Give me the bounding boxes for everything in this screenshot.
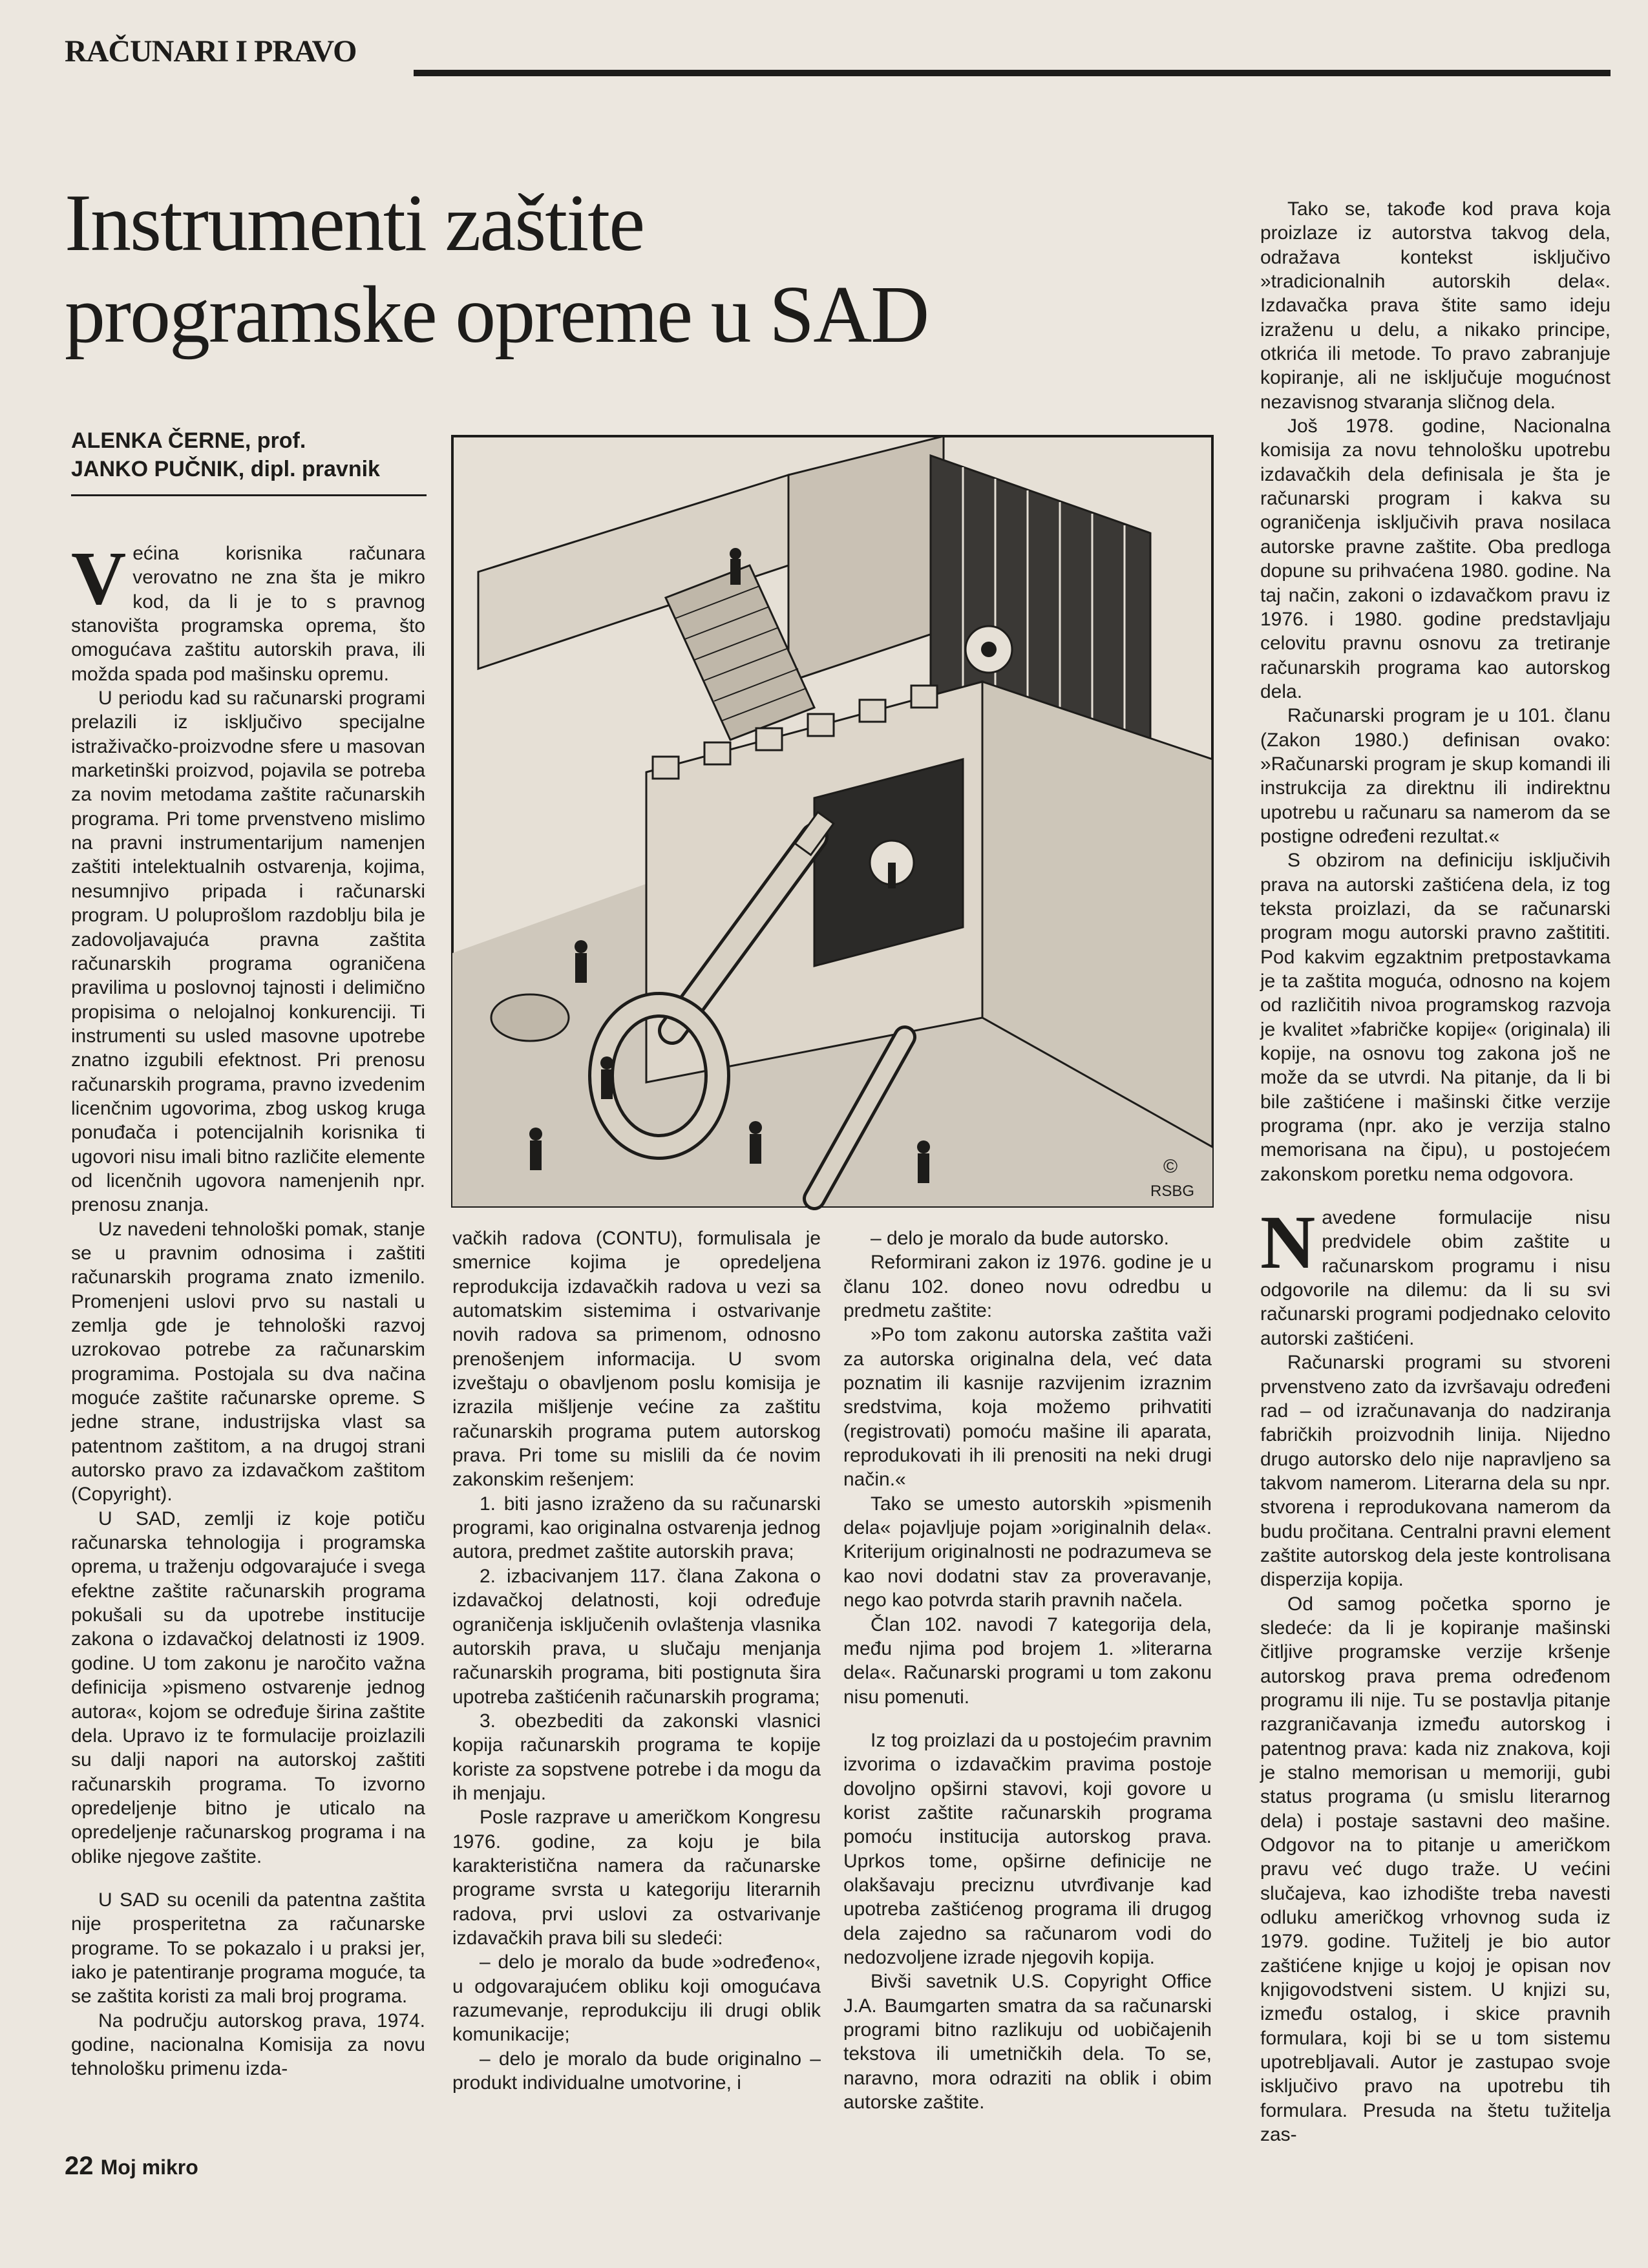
col4-para-5-text: avedene formulacije nisu predvidele obim zaštite u računarskom programu i nisu odgovorile na dilemu: da li su svi računarski programi podjednako celovito autorski zaštićeni. [1260,1207,1611,1349]
illustration-signature: RSBG [1150,1182,1195,1200]
column-3 [843,1226,1212,2131]
dropcap-n: N [1260,1200,1316,1285]
article-title [65,178,928,362]
col4-para-7: Od samog početka sporno je sledeće: da li je kopiranje mašinski čitljive programske verzije kršenje autorskog prava prema određenom programu ili nije. Tu se postavlja pitanje razgraničavanja između autorskog i patentnog prava: kada niz znakova, koji je stalno memorisan u memoriji, gubi status programa (u smislu literarnog dela) i postaje sastavni deo mašine. Odgovor na to pitanje u američkom pravu već dugo traže. U većini slučajeva, kao izhodište treba navesti odluku američkog vrhovnog suda iz 1979. godine. Tužitelj je bio autor zaštićene knjige u kojoj je opisan nov knjigovodstveni sistem. U knjizi su, između ostalog, i skice pravnih formulara, koji bi se u tom sistemu upotrebljavali. Autor je zastupao svoje isključivo pravo na upotrebu tih formulara. Presuda na štetu tužitelja zas- [1260,1593,1611,2146]
col2-para-4: 3. obezbediti da zakonski vlasnici kopija računarskih programa te kopije koriste za sopstvene potrebe i da mogu da ih menjaju. [452,1710,821,1804]
col1-para-1-text: ećina korisnika računara verovatno ne zna šta je mikro kod, da li je to s pravnog stanovišta programska oprema, što omogućava zaštitu autorskih prava, ili možda spada pod mašinsku opremu. [71,543,425,685]
dropcap: V [71,536,127,620]
col4-para-5 [1260,1200,1611,1350]
col3-para-1: – delo je moralo da bude autorsko. [871,1228,1169,1249]
col2-para-2: 1. biti jasno izraženo da su računarski programi, kao originalna ostvarenja jednog autora, predmet zaštite autorskih prava; [452,1493,821,1563]
col3-para-2: Reformirani zakon iz 1976. godine je u članu 102. doneo novu odredbu u predmetu zaštite: [843,1252,1212,1322]
author-2: JANKO PUČNIK, dipl. pravnik [71,457,380,482]
col3-para-7: Bivši savetnik U.S. Copyright Office J.A. Baumgarten smatra da sa računarski programi bitno razlikuju od uobičajenih tekstova ili umetničkih dela. To se, naravno, mora odraziti na oblik i obim autorske zaštite. [843,1971,1212,2114]
col2-para-1: vačkih radova (CONTU), formulisala je smernice kojima je opredeljena reprodukcija izdavačkih radova u vezi sa automatskim sistemima i ostvarivanje novih radova sa primenom, odnosno prenošenjem informacija. U svom izveštaju o obavljenom poslu komisija je izrazila mišljenje većine za zaštitu računarskih programa putem autorskog prava. Pri tome su mislili da će novim zakonskim rešenjem: [452,1228,821,1491]
cannon [491,994,569,1041]
column-1 [71,536,425,2125]
col2-para-7: – delo je moralo da bude originalno – produkt individualne umotvorine, i [452,2048,821,2094]
col1-para-5: U SAD su ocenili da patentna zaštita nije prosperitetna za računarske programe. To se pokazalo i u praksi jer, iako je patentiranje programa moguće, ta se zaštita koristi za mali broj programa. [71,1889,425,2008]
title-line-2: programske opreme u SAD [65,270,929,361]
col1-para-1 [71,536,425,686]
title-line-1: Instrumenti zaštite [65,178,644,268]
author-rule [71,494,427,496]
authors [71,426,380,483]
col3-para-4: Tako se umesto autorskih »pismenih dela« pojavljuje pojam »originalnih dela«. Kriterijum originalnosti ne podrazumeva se kao novi dodatni stav za proveravanje, nego kao potvrda starih pravnih načela. [843,1493,1212,1612]
illustration-copyright: © [1163,1156,1178,1177]
col1-para-6: Na području autorskog prava, 1974. godine, nacionalna Komisija za novu tehnološku primenu izda- [71,2010,425,2080]
col1-para-3: Uz navedeni tehnološki pomak, stanje se u pravnim odnosima i zaštiti računarskih programa znato izmenilo. Promenjeni uslovi prvo su nastali u zemlja gde je tehnološki razvoj uzrokovao potrebe za računarskim programima. Postojala su dva načina moguće zaštite računarske opreme. S jedne strane, industrijska vlast sa patentnom zaštitom, a na drugoj strani autorsko pravo za izdavačkom zaštitom (Copyright). [71,1218,425,1506]
col3-para-6: Iz tog proizlazi da u postojećim pravnim izvorima o izdavačkim pravima postoje dovoljno opširni stavovi, koji govore u korist zaštite računarskih programa pomoću instituciја autorskog prava. Uprkos tome, opširne definicije ne olakšavaju preciznu utvrđivanje kad upotreba zaštićenog programa ili drugog dela zajedno sa računarom vodi do nedozvoljene izrade njegovih kopija. [843,1729,1212,1968]
page-footer [65,2152,198,2181]
magazine-name: Moj mikro [100,2156,198,2179]
col2-para-3: 2. izbacivanjem 117. člana Zakona o izdavačkoj delatnosti, koji određuje ograničenja isključenih ovlaštenja vlasnika autorskih prava, u slučaju menjanja računarskih programa, biti postignuta šira upotreba zaštićenih računarskih programa; [452,1565,821,1708]
col4-para-1: Tako se, takođe kod prava koja proizlaze iz autorstva takvog dela, odražava kontekst isključivo »tradicionalnih autorskih dela«. Izdavačka prava štite samo ideju izraženu u delu, a nikako principe, otkrića ili metode. To pravo zabranjuje kopiranje, ali ne isključuje mogućnost nezavisnog stvaranja sličnog dela. [1260,198,1611,413]
col4-para-2: Još 1978. godine, Nacionalna komisija za novu tehnološku upotrebu izdavačkih dela definisala je šta je računarski program i kakva su ograničenja isključivih prava nosilaca autorske pravne zaštite. Oba predloga dopune su prihvaćena 1980. godine. Na taj način, zakoni o izdavačkom pravu iz 1976. i 1980. godine predstavljaju celovitu pravnu osnovu za tretiranje računarskih programa kao autorskog dela. [1260,415,1611,702]
col4-para-6: Računarski programi su stvoreni prvenstveno zato da izvršavaju određeni rad – od izračunavanja do nadziranja fabričkih proizvodnih linija. Nijedno drugo autorsko delo nije napravljeno sa takvom namerom. Literarna dela su npr. stvorena i reprodukovana namerom da budu pročitana. Centralni pravni element zaštite autorskog dela jeste kontrolisana disperzija kopija. [1260,1352,1611,1591]
column-2 [452,1226,821,2131]
col1-para-4: U SAD, zemlji iz koje potiču računarska tehnologija i programska oprema, u traženju odgovarajuće i svega efektne zaštite računarskih programa pokušali su da upotrebe institucije zakona o izdavačkoj delatnosti iz 1909. godine. U tom zakonu je naročito važna definicija »pismeno ostvarenje jednog autora«, kojom se određuje širina zaštite dela. Upravo iz te formulacije proizlazili su dalji napori na autorskoj zaštiti računarskih programa. To izvorno opredeljenje bitno je uticalo na opredeljenje računarskog programa i na oblike njegove zaštite. [71,1507,425,1867]
page-number: 22 [65,2152,94,2180]
col4-para-4: S obzirom na definiciju isključivih prava na autorski zaštićena dela, iz tog teksta proizlazi, da se računarski program mogu autorski pravno zaštititi. Pod kakvim egzaktnim pretpostavkama je ta zaštita moguća, odnosno na kojem od različitih nivoa programskog razvoja je kvalitet »fabričke kopije« (originala) ili kopije, na osnovu tog zakona još ne može da se utvrdi. Na pitanje, da li bi bile zaštićene i mašinski čitke verzije programa (npr. ako je verzija stalno memorisana na čipu), u postojećem zakonskom poretku nema odgovora. [1260,850,1611,1185]
col2-para-6: – delo je moralo da bude »određeno«, u odgovarajućem obliku koji omogućava razumevanje, reprodukciju ili drugi oblik komunikacije; [452,1951,821,2046]
section-rule [414,70,1611,76]
column-4 [1260,197,1611,2146]
author-1: ALENKA ČERNE, prof. [71,428,306,453]
col1-para-2: U periodu kad su računarski programi prelazili iz isključivo specijalne istraživačko-proizvodne sfere u masovan marketinški proizvod, pojavila se potreba za novim metodama zaštite računarskih programa. Pri tome prvenstveno mislimo na pravni instrumentarijum namenjen zaštiti intelektualnih ostvarenja, kojima, nesumnjivo pripada i računarski program. U poluprošlom razdoblju bila je zadovoljavajuća pravna zaštita računarskih programa ograničena pravilima u poslovnoj tajnosti i delimično propisima o nelojalnoj konkurenciji. Ti instrumenti su usled masovne upotrebe znatno izgubili efektnost. Pri prenosu računarskih programa, pravno izvedenim licenčnim ugovorima, zbog uskog kruga ponuđača i potencijalnih korisnika ti ugovori nisu imali bitno različite elemente od licenčnih ugovora namenjenih npr. prenosu znanja. [71,688,425,1216]
castle-illustration [452,436,1212,1206]
section-title: RAČUNARI I PRAVO [65,34,357,68]
col2-para-5: Posle razprave u američkom Kongresu 1976. godine, za koju je bila karakteristična namera da računarske programe svrsta u kategoriju literarnih radova, prvi uslovi za ostvarivanje izdavačkih prava bili su sledeći: [452,1807,821,1949]
col3-para-5: Član 102. navodi 7 kategorija dela, među njima pod brojem 1. »literarna dela«. Računarski programi u tom zakonu nisu pomenuti. [843,1613,1212,1708]
col4-para-3: Računarski program je u 101. članu (Zakon 1980.) definisan ovako: »Računarski program je skup komandi ili instrukcija za direktnu ili indirektnu upotrebu u računaru sa namerom da se postigne određeni rezultat.« [1260,705,1611,847]
col3-para-3: »Po tom zakonu autorska zaštita važi za autorska originalna dela, već data poznatim ili kasnije razvijenim izraznim sredstvima, koja možemo prihvatiti (registrovati) pomoću mašine ili aparata, reprodukovati ih ili prenositi na neki drugi način.« [843,1324,1212,1491]
